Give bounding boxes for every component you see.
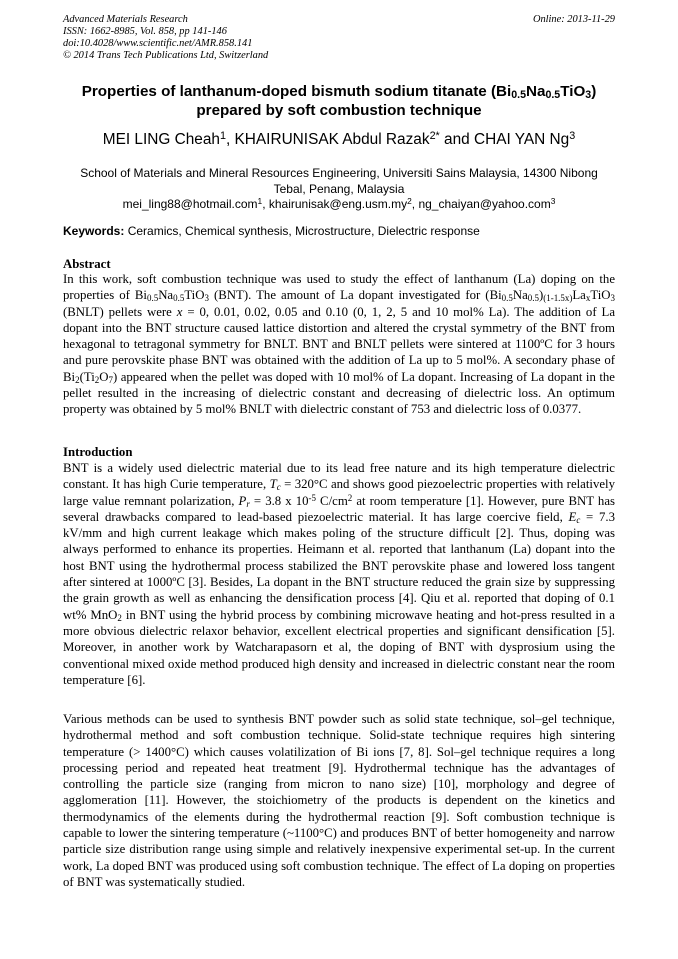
keywords-label: Keywords: bbox=[63, 224, 125, 238]
journal-name: Advanced Materials Research bbox=[63, 14, 188, 25]
author-2: KHAIRUNISAK Abdul Razak bbox=[234, 131, 430, 148]
journal-copyright: © 2014 Trans Tech Publications Ltd, Switzerland bbox=[63, 50, 269, 61]
author-1: MEI LING Cheah bbox=[102, 131, 220, 148]
online-date: Online: 2013-11-29 bbox=[532, 14, 615, 25]
title-line-1: Properties of lanthanum-doped bismuth sodium titanate $(Bi_{0.5}Na_{0.5}TiO_3)$ bbox=[81, 83, 597, 102]
affiliation-line-1: School of Materials and Mineral Resources Engineering, Universiti Sains Malaysia, 14300 Nibong bbox=[80, 166, 598, 180]
author-3: CHAI YAN Ng bbox=[473, 131, 570, 148]
paper-title bbox=[50, 82, 628, 120]
author-emails: mei_ling88@hotmail.com$^1$, $khairunisak@eng.usm.my^2$, ng_chaiyan@yahoo.com$^3$ bbox=[122, 196, 556, 211]
abstract-text: In this work, soft combustion technique was used to study the effect of lanthanum (La) doping on the properties of $Bi_{0.5}Na_{0.5}TiO_3$ (BNT). The amount of La dopant investigated for $(Bi_{0.5}Na_{0.5})_{(1-1.5x)}La_xTiO_3$ (BNLT) pellets were x = 0, 0.01, 0.02, 0.05 and 0.10 (0, 1, 2, 5 and 10 mol% La). The addition of La dopant into the BNT structure caused lattice distortion and altered the crystal symmetry of the BNT from hexagonal to tetragonal symmetry for BNLT. BNT and BNLT pellets were sintered at 1100ºC for 3 hours and pure perovskite phase BNT was obtained with the addition of La up to 5 mol%. A secondary phase of $Bi_2(Ti_2O_7)$ appeared when the pellet was doped with 10 mol% of La dopant. Increasing of La dopant in the pellet resulted in the increasing of dielectric constant and decreasing of dielectric loss. An optimum property was obtained by 5 mol% BNLT with dielectric constant of 753 and dielectric loss of 0.0377. bbox=[63, 272, 615, 417]
email-1[interactable]: mei_ling88@hotmail.com bbox=[122, 197, 258, 211]
introduction-heading: Introduction bbox=[63, 445, 133, 459]
email-3[interactable]: ng_chaiyan@yahoo.com bbox=[418, 197, 551, 211]
email-2[interactable]: khairunisak@eng.usm.my bbox=[268, 197, 408, 211]
title-line-2: prepared by soft combustion technique bbox=[196, 102, 482, 119]
keywords bbox=[63, 224, 615, 239]
author-list: MEI LING Cheah$^1$, KHAIRUNISAK Abdul Razak$^{2*}$ and CHAI YAN Ng$^3$ bbox=[102, 130, 576, 148]
affiliation bbox=[55, 166, 623, 213]
journal-doi: doi:10.4028/www.scientific.net/AMR.858.141 bbox=[63, 38, 253, 49]
journal-header bbox=[63, 14, 615, 62]
affiliation-line-2: Tebal, Penang, Malaysia bbox=[273, 181, 405, 196]
abstract-heading: Abstract bbox=[63, 257, 111, 271]
introduction-paragraph-1: BNT is a widely used dielectric material due to its lead free nature and its high temperature dielectric constant. It has high Curie temperature, $T_c = 320^\circ C$ and shows good piezoelectric properties with relatively large value remnant polarization, $P_r = 3.8$ x $10^{-5}$ $C/cm^2$ at room temperature [1]. However, pure BNT has several drawbacks compared to lead-based piezoelectric material. It has large coercive field, $E_c = 7.3$ kV/mm and high current leakage which makes poling of the structure difficult [2]. Thus, doping was always performed to enhance its properties. Heimann et al. reported that lanthanum (La) dopant into the host BNT using the hydrothermal process stabilized the BNT perovskite phase and lowered loss tangent after sintered at 1000ºC [3]. Besides, La dopant in the BNT structure reduced the grain size by suppressing the grain growth as well as enhancing the densification process [4]. Qiu et al. reported that doping of 0.1 wt% MnO$_2$ in BNT using the hybrid process by combining microwave heating and hot-press resulted in a more obvious dielectric relaxor behavior, excellent electrical properties and significant densification [5]. Moreover, in another work by Watcharapasorn et al, the doping of BNT with dysprosium using the conventional mixed oxide method produced high density and increased in dielectric constant near the room temperature [6]. bbox=[63, 461, 616, 687]
keywords-text: Ceramics, Chemical synthesis, Microstructure, Dielectric response bbox=[124, 224, 480, 238]
journal-issn: ISSN: 1662-8985, Vol. 858, pp 141-146 bbox=[63, 26, 227, 37]
introduction-paragraph-2: Various methods can be used to synthesis BNT powder such as solid state technique, sol–gel technique, hydrothermal method and soft combustion technique. Solid-state technique requires high sintering temperature (> 1400°C) which causes volatilization of Bi ions [7, 8]. Sol–gel technique requires a long processing period and repeated heat treatment [9]. Hydrothermal technique has the advantages of controlling the particle size (ranging from micron to nano size) [10], morphology and degree of agglomeration [11]. However, the stoichiometry of the products is dependent on the kinetics and thermodynamics of the elements during the hydrothermal reaction [9]. Soft combustion technique is capable to lower the sintering temperature (~1100°C) and produces BNT of better homogeneity and narrow particle size distribution range using simple and relatively inexpensive experimental set-up. In the current work, La doped BNT was produced using soft combustion technique. The effect of La doping on properties of BNT was systematically studied. bbox=[63, 712, 615, 889]
